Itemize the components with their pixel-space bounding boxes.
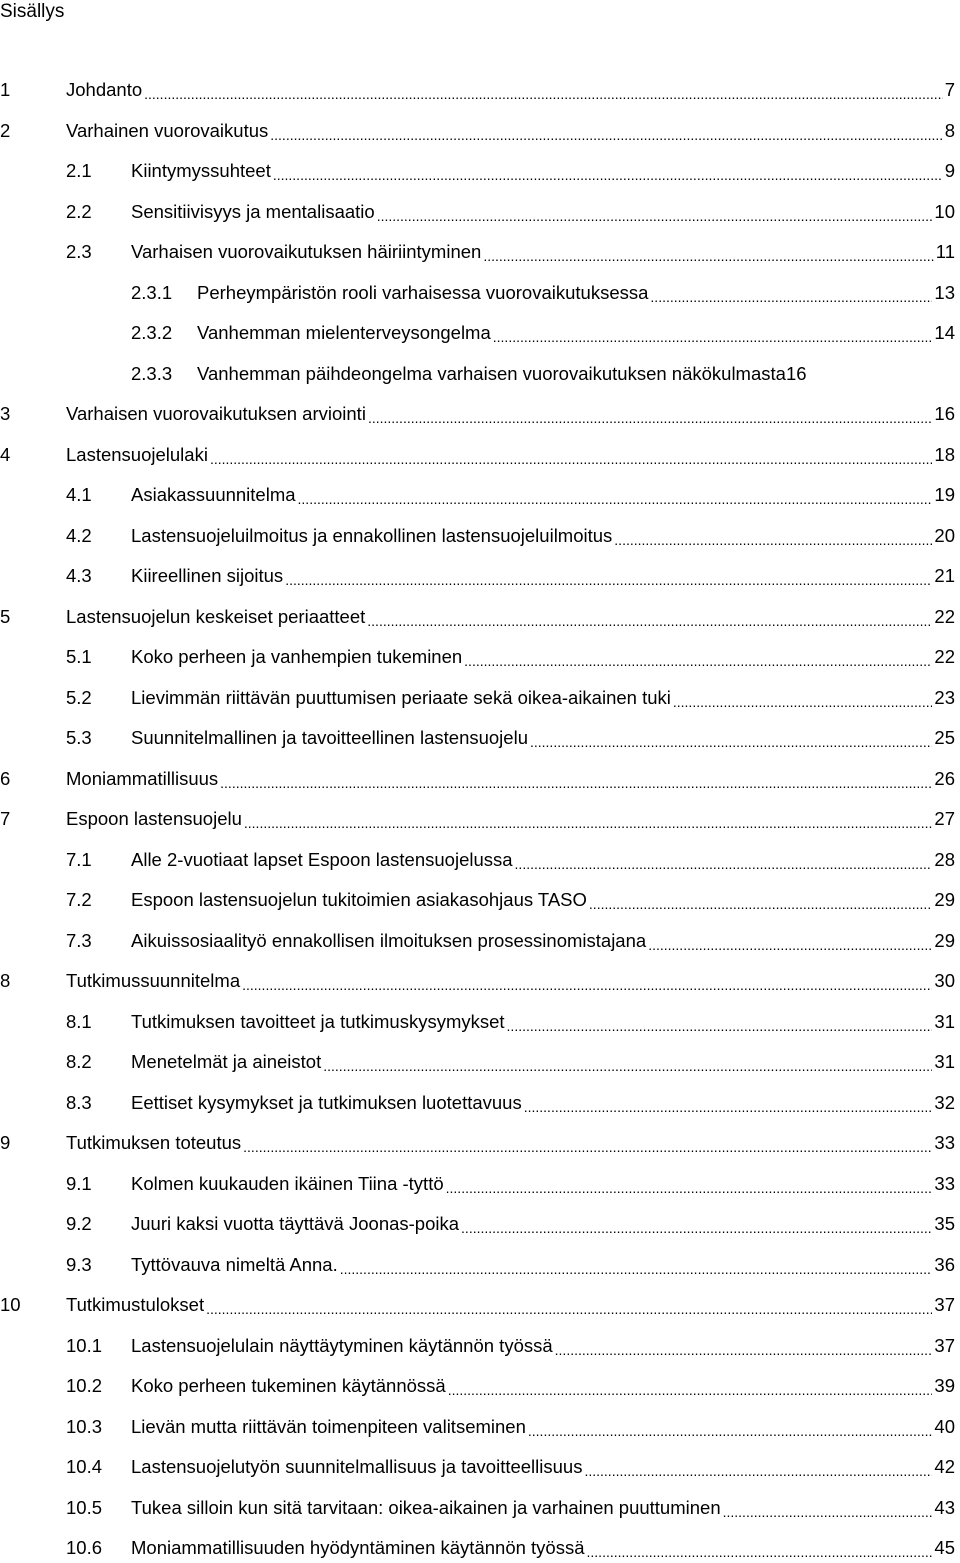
toc-entry-title: Espoon lastensuojelun tukitoimien asiakasohjaus TASO [131, 889, 587, 910]
toc-entry-title: Vanhemman mielenterveysongelma [197, 322, 491, 343]
toc-dot-leader [206, 1292, 932, 1318]
toc-entry-title: Moniammatillisuuden hyödyntäminen käytännön työssä [131, 1537, 585, 1558]
toc-entry-page: 27 [934, 808, 955, 829]
toc-entry-title: Vanhemman päihdeongelma varhaisen vuorovaikutuksen näkökulmasta [197, 362, 786, 384]
toc-entry-page: 8 [944, 119, 955, 141]
toc-entry-number: 2.1 [66, 160, 92, 181]
toc-entry[interactable] [0, 1171, 960, 1197]
toc-entry-page: 37 [934, 1294, 955, 1315]
toc-dot-leader [446, 1171, 933, 1197]
toc-entry-title: Lastensuojelulaki [66, 443, 208, 465]
toc-entry-page: 23 [934, 686, 955, 708]
toc-entry-page: 25 [934, 727, 955, 748]
toc-dot-leader [464, 644, 932, 670]
toc-entry-title: Tutkimustulokset [66, 1294, 205, 1315]
toc-entry-number: 5.2 [66, 686, 92, 708]
toc-entry-page: 43 [934, 1496, 955, 1518]
toc-entry-page: 20 [934, 524, 955, 546]
toc-entry-title: Moniammatillisuus [66, 767, 219, 789]
toc-dot-leader [584, 1454, 932, 1480]
toc-entry-title: Eettiset kysymykset ja tutkimuksen luotettavuus [131, 1091, 522, 1113]
toc-entry[interactable] [0, 239, 960, 265]
toc-entry-number: 4.1 [66, 484, 92, 505]
toc-entry-page: 28 [934, 848, 955, 870]
toc-entry-number: 5.3 [66, 727, 92, 748]
toc-entry[interactable] [0, 1535, 960, 1561]
toc-entry[interactable] [0, 1130, 960, 1156]
toc-entry[interactable] [0, 806, 960, 832]
toc-entry-number: 1 [0, 79, 11, 100]
toc-entry-number: 6 [0, 767, 11, 789]
toc-entry[interactable] [0, 685, 960, 711]
toc-entry-title: Asiakassuunnitelma [131, 484, 296, 505]
toc-entry[interactable] [0, 442, 960, 468]
toc-dot-leader [555, 1333, 933, 1359]
toc-entry-page: 9 [944, 160, 955, 181]
toc-entry-number: 8.2 [66, 1051, 92, 1072]
toc-entry-number: 8 [0, 970, 11, 991]
toc-entry-title: Tutkimuksen tavoitteet ja tutkimuskysymykset [131, 1010, 505, 1032]
toc-entry-number: 5.1 [66, 646, 92, 667]
toc-entry[interactable] [0, 725, 960, 751]
toc-entry-page: 19 [934, 484, 955, 505]
toc-entry[interactable] [0, 928, 960, 954]
toc-entry-number: 10.2 [66, 1375, 103, 1396]
toc-entry-page: 18 [934, 443, 955, 465]
toc-entry[interactable] [0, 361, 960, 387]
toc-entry[interactable] [0, 1049, 960, 1075]
toc-entry-page: 16 [934, 403, 955, 424]
toc-entry-title: Lievimmän riittävän puuttumisen periaate sekä oikea-aikainen tuki [131, 686, 671, 708]
toc-entry-number: 4.3 [66, 565, 92, 586]
toc-entry[interactable] [0, 644, 960, 670]
toc-entry-title: Kiireellinen sijoitus [131, 565, 284, 586]
toc-entry-number: 10.6 [66, 1537, 103, 1558]
toc-entry[interactable] [0, 1090, 960, 1116]
toc-entry-number: 9.1 [66, 1172, 92, 1194]
toc-entry-page: 45 [934, 1537, 955, 1558]
toc-entry-title: Lievän mutta riittävän toimenpiteen valitseminen [131, 1415, 526, 1437]
toc-entry-number: 10.1 [66, 1334, 103, 1356]
toc-entry-title: Koko perheen tukeminen käytännössä [131, 1375, 446, 1396]
toc-entry-page: 11 [935, 241, 955, 262]
toc-entry[interactable] [0, 887, 960, 913]
toc-entry-title: Kolmen kuukauden ikäinen Tiina -tyttö [131, 1172, 444, 1194]
toc-entry[interactable] [0, 604, 960, 630]
toc-dot-leader [461, 1211, 932, 1237]
toc-dot-leader [528, 1414, 933, 1440]
toc-entry-title: Alle 2-vuotiaat lapset Espoon lastensuojelussa [131, 848, 513, 870]
toc-entry-page: 7 [944, 79, 955, 100]
toc-entry-page: 31 [934, 1051, 955, 1072]
toc-entry[interactable] [0, 1414, 960, 1440]
toc-entry[interactable] [0, 847, 960, 873]
toc-entry-number: 2.3.3 [131, 362, 173, 384]
toc-entry-title: Sensitiivisyys ja mentalisaatio [131, 200, 375, 222]
toc-entry-number: 2.3.1 [131, 281, 173, 303]
toc-entry-number: 7 [0, 808, 11, 829]
toc-entry-page: 40 [934, 1415, 955, 1437]
toc-entry[interactable] [0, 280, 960, 306]
toc-entry[interactable] [0, 320, 960, 346]
toc-entry-title: Tukea silloin kun sitä tarvitaan: oikea-aikainen ja varhainen puuttuminen [131, 1496, 721, 1518]
toc-dot-leader [530, 725, 932, 751]
toc-entry-title: Aikuissosiaalityö ennakollisen ilmoituksen prosessinomistajana [131, 929, 647, 951]
toc-dot-leader [244, 806, 933, 832]
toc-entry[interactable] [0, 1373, 960, 1399]
toc-entry[interactable] [0, 1211, 960, 1237]
toc-entry-page: 29 [934, 889, 955, 910]
toc-dot-leader [614, 523, 932, 549]
toc-entry-title: Lastensuojelutyön suunnitelmallisuus ja tavoitteellisuus [131, 1456, 583, 1477]
toc-entry-title: Perheympäristön rooli varhaisessa vuorovaikutuksessa [197, 281, 649, 303]
toc-entry-title: Johdanto [66, 79, 143, 100]
toc-entry[interactable] [0, 118, 960, 144]
toc-entry-page: 33 [934, 1132, 955, 1153]
toc-entry-title: Espoon lastensuojelu [66, 808, 242, 829]
toc-entry-number: 10.3 [66, 1415, 103, 1437]
toc-entry-page: 10 [934, 200, 955, 222]
toc-entry[interactable] [0, 563, 960, 589]
toc-entry-number: 7.3 [66, 929, 92, 951]
toc-dot-leader [285, 563, 932, 589]
toc-dot-leader [368, 401, 932, 427]
toc-entry-title: Kiintymyssuhteet [131, 160, 271, 181]
toc-entry-page: 22 [934, 646, 955, 667]
toc-dot-leader [367, 604, 932, 630]
toc-entry[interactable] [0, 1333, 960, 1359]
toc-entry-number: 7.2 [66, 889, 92, 910]
toc-entry-page: 22 [934, 605, 955, 627]
toc-entry-page: 16 [785, 362, 807, 384]
toc-entry[interactable] [0, 482, 960, 508]
toc-entry[interactable] [0, 1009, 960, 1035]
toc-entry-page: 14 [934, 322, 955, 343]
toc-dot-leader [210, 442, 932, 468]
toc-entry-number: 10.5 [66, 1496, 103, 1518]
toc-entry-title: Tutkimuksen toteutus [66, 1132, 242, 1153]
toc-entry-number: 9 [0, 1132, 11, 1153]
toc-dot-leader [242, 968, 932, 994]
toc-entry-number: 9.3 [66, 1253, 92, 1275]
toc-dot-leader [524, 1090, 933, 1116]
toc-dot-leader [270, 118, 942, 144]
toc-entry-number: 2.3.2 [131, 322, 173, 343]
toc-entry-page: 21 [934, 565, 955, 586]
toc-entry[interactable] [0, 401, 960, 427]
toc-entry-number: 2 [0, 119, 11, 141]
toc-dot-leader [243, 1130, 932, 1156]
toc-entry[interactable] [0, 158, 960, 184]
toc-entry-title: Juuri kaksi vuotta täyttävä Joonas-poika [131, 1213, 460, 1234]
toc-dot-leader [515, 847, 933, 873]
toc-dot-leader [673, 685, 933, 711]
toc-dot-leader [587, 1535, 933, 1561]
toc-dot-leader [589, 887, 933, 913]
toc-entry-page: 39 [934, 1375, 955, 1396]
toc-entry-title: Varhaisen vuorovaikutuksen arviointi [66, 403, 366, 424]
toc-dot-leader [298, 482, 933, 508]
toc-entry-title: Varhainen vuorovaikutus [66, 119, 269, 141]
toc-dot-leader [220, 766, 932, 792]
toc-dot-leader [483, 239, 933, 265]
toc-dot-leader [144, 77, 943, 103]
toc-dot-leader [723, 1495, 933, 1521]
toc-entry-number: 10.4 [66, 1456, 103, 1477]
page-title: Sisällys [0, 1, 65, 22]
toc-entry-number: 8.1 [66, 1010, 92, 1032]
toc-dot-leader [340, 1252, 933, 1278]
toc-entry-number: 2.2 [66, 200, 92, 222]
toc-entry-page: 33 [934, 1172, 955, 1194]
toc-entry-title: Tutkimussuunnitelma [66, 970, 241, 991]
toc-entry[interactable] [0, 523, 960, 549]
toc-entry-title: Koko perheen ja vanhempien tukeminen [131, 646, 463, 667]
toc-entry[interactable] [0, 1495, 960, 1521]
toc-entry-number: 9.2 [66, 1213, 92, 1234]
toc-entry[interactable] [0, 1252, 960, 1278]
toc-entry-number: 3 [0, 403, 11, 424]
toc-dot-leader [273, 158, 943, 184]
toc-dot-leader [323, 1049, 932, 1075]
toc-entry-page: 30 [934, 970, 955, 991]
toc-entry-page: 29 [934, 929, 955, 951]
toc-entry-title: Lastensuojelulain näyttäytyminen käytännön työssä [131, 1334, 553, 1356]
toc-entry-title: Menetelmät ja aineistot [131, 1051, 322, 1072]
toc-entry-title: Lastensuojeluilmoitus ja ennakollinen lastensuojeluilmoitus [131, 524, 613, 546]
toc-entry-number: 10 [0, 1294, 21, 1315]
toc-entry-page: 31 [934, 1010, 955, 1032]
toc-entry-page: 32 [934, 1091, 955, 1113]
toc-entry-title: Tyttövauva nimeltä Anna. [131, 1253, 338, 1275]
toc-entry-page: 42 [934, 1456, 955, 1477]
toc-dot-leader [650, 280, 932, 306]
toc-dot-leader [377, 199, 933, 225]
toc-entry[interactable] [0, 766, 960, 792]
toc-entry-number: 7.1 [66, 848, 92, 870]
toc-entry-page: 36 [934, 1253, 955, 1275]
toc-dot-leader [507, 1009, 933, 1035]
toc-entry-number: 4 [0, 443, 11, 465]
toc-entry-page: 26 [934, 767, 955, 789]
toc-entry-page: 13 [934, 281, 955, 303]
toc-entry-number: 5 [0, 605, 11, 627]
toc-dot-leader [648, 928, 932, 954]
toc-entry-title: Varhaisen vuorovaikutuksen häiriintyminen [131, 241, 482, 262]
toc-dot-leader [448, 1373, 933, 1399]
toc-entry[interactable] [0, 1454, 960, 1480]
toc-entry-page: 35 [934, 1213, 955, 1234]
toc-entry[interactable] [0, 1292, 960, 1318]
toc-dot-leader [493, 320, 933, 346]
toc-entry[interactable] [0, 77, 960, 103]
toc-entry-title: Suunnitelmallinen ja tavoitteellinen lastensuojelu [131, 727, 528, 748]
toc-entry-number: 8.3 [66, 1091, 92, 1113]
toc-entry[interactable] [0, 199, 960, 225]
toc-entry[interactable] [0, 968, 960, 994]
toc-entry-page: 37 [934, 1334, 955, 1356]
toc-entry-number: 2.3 [66, 241, 92, 262]
toc-entry-title: Lastensuojelun keskeiset periaatteet [66, 605, 366, 627]
toc-entry-number: 4.2 [66, 524, 92, 546]
